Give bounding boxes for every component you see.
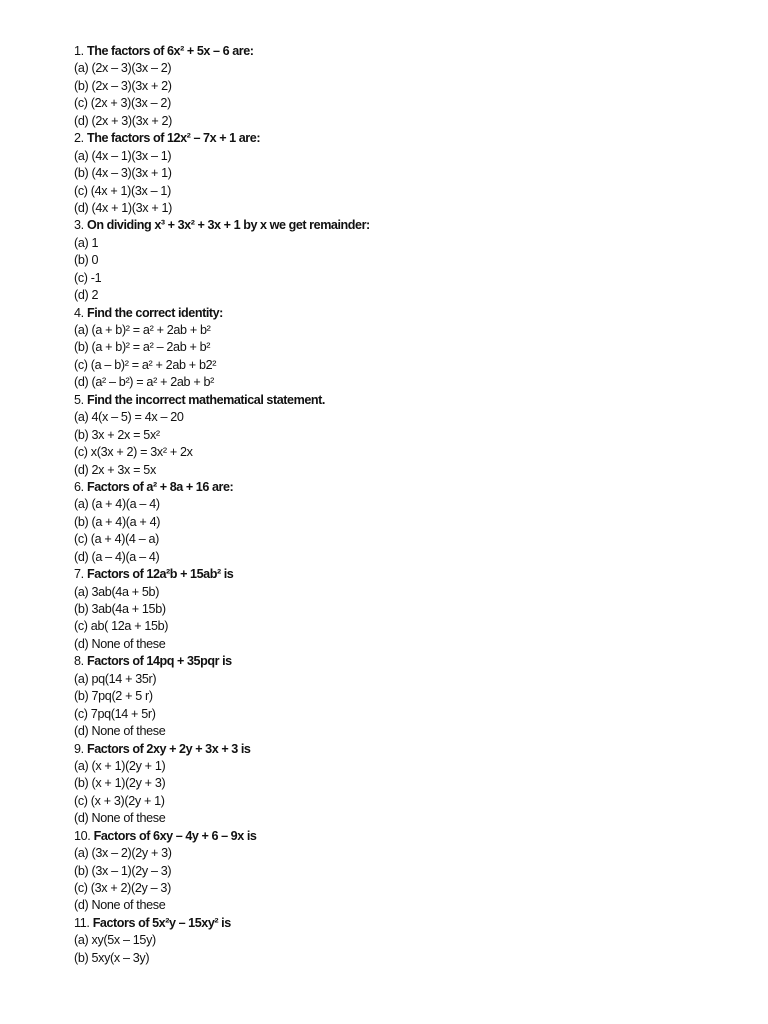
question-7: [74, 566, 370, 583]
option-b: (b) (x + 1)(2y + 3): [74, 776, 166, 791]
option-c: (c) 7pq(14 + 5r): [74, 706, 156, 721]
question-text: The factors of 6x² + 5x – 6 are:: [86, 44, 254, 58]
question-number: 10.: [74, 828, 91, 843]
question-text: Factors of 14pq + 35pqr is: [86, 654, 232, 669]
question-3: [74, 217, 370, 234]
option-b: (b) 5xy(x – 3y): [74, 950, 150, 965]
question-number: 7.: [74, 567, 84, 582]
option-d: (d) None of these: [74, 636, 166, 651]
question-number: 2.: [74, 131, 84, 146]
option-d: (d) (a – 4)(a – 4): [74, 549, 160, 564]
question-1: [74, 43, 370, 60]
question-text: Factors of 6xy – 4y + 6 – 9x is: [93, 828, 257, 843]
option-b: (b) 3x + 2x = 5x²: [74, 427, 160, 442]
question-number: 9.: [74, 741, 84, 756]
option-b: (b) (a + b)² = a² – 2ab + b²: [74, 340, 211, 355]
question-number: 5.: [74, 392, 84, 407]
option-d: (d) (4x + 1)(3x + 1): [74, 200, 172, 215]
option-d: (d) None of these: [74, 724, 166, 739]
question-10: [74, 828, 370, 845]
option-b: (b) 7pq(2 + 5 r): [74, 689, 153, 704]
question-text: Factors of 2xy + 2y + 3x + 3 is: [86, 741, 251, 756]
question-text: On dividing x³ + 3x² + 3x + 1 by x we get remainder:: [86, 218, 370, 233]
option-d: (d) None of these: [74, 811, 166, 826]
question-text: Factors of a² + 8a + 16 are:: [86, 479, 234, 494]
question-2: [74, 130, 370, 147]
option-a: (a) (a + b)² = a² + 2ab + b²: [74, 323, 211, 337]
option-c: (c) (a + 4)(4 – a): [74, 532, 160, 547]
option-d: (d) None of these: [74, 898, 166, 913]
option-a: (a) (x + 1)(2y + 1): [74, 758, 166, 773]
option-d: (d) (2x + 3)(3x + 2): [74, 113, 172, 128]
question-number: 1.: [74, 44, 84, 58]
option-d: (d) 2x + 3x = 5x: [74, 462, 156, 477]
question-text: Factors of 12a²b + 15ab² is: [86, 567, 234, 582]
option-a: (a) xy(5x – 15y): [74, 933, 156, 948]
question-text: Find the correct identity:: [86, 305, 223, 320]
question-number: 4.: [74, 305, 84, 320]
question-text: Find the incorrect mathematical statement.: [86, 392, 325, 407]
question-6: [74, 479, 370, 496]
option-d: (d) (a² – b²) = a² + 2ab + b²: [74, 375, 214, 390]
question-5: [74, 392, 370, 409]
option-c: (c) (3x + 2)(2y – 3): [74, 881, 171, 895]
option-a: (a) 3ab(4a + 5b): [74, 584, 160, 599]
question-9: [74, 741, 370, 758]
question-number: 6.: [74, 479, 84, 494]
option-c: (c) x(3x + 2) = 3x² + 2x: [74, 445, 193, 460]
option-b: (b) 0: [74, 253, 99, 268]
option-b: (b) (4x – 3)(3x + 1): [74, 166, 172, 181]
option-a: (a) pq(14 + 35r): [74, 671, 157, 686]
option-a: (a) (2x – 3)(3x – 2): [74, 61, 172, 76]
option-c: (c) -1: [74, 270, 102, 285]
question-11: [74, 915, 370, 932]
option-a: (a) (3x – 2)(2y + 3): [74, 846, 172, 861]
option-b: (b) (2x – 3)(3x + 2): [74, 78, 172, 93]
question-8: [74, 653, 370, 670]
option-d: (d) 2: [74, 288, 99, 303]
question-list: [74, 43, 370, 967]
option-b: (b) 3ab(4a + 15b): [74, 602, 166, 616]
option-c: (c) (2x + 3)(3x – 2): [74, 96, 171, 111]
option-b: (b) (3x – 1)(2y – 3): [74, 863, 172, 878]
option-a: (a) 1: [74, 235, 99, 250]
question-number: 3.: [74, 218, 84, 233]
question-number: 11.: [74, 915, 90, 930]
option-c: (c) ab( 12a + 15b): [74, 619, 169, 634]
option-c: (c) (x + 3)(2y + 1): [74, 793, 165, 808]
question-number: 8.: [74, 654, 84, 669]
question-text: Factors of 5x²y – 15xy² is: [92, 915, 231, 930]
option-a: (a) (4x – 1)(3x – 1): [74, 148, 172, 163]
option-c: (c) (a – b)² = a² + 2ab + b2²: [74, 357, 217, 372]
option-b: (b) (a + 4)(a + 4): [74, 514, 161, 529]
question-4: [74, 305, 370, 322]
option-a: (a) 4(x – 5) = 4x – 20: [74, 410, 184, 425]
question-text: The factors of 12x² – 7x + 1 are:: [86, 131, 261, 146]
option-c: (c) (4x + 1)(3x – 1): [74, 183, 171, 198]
option-a: (a) (a + 4)(a – 4): [74, 497, 160, 512]
